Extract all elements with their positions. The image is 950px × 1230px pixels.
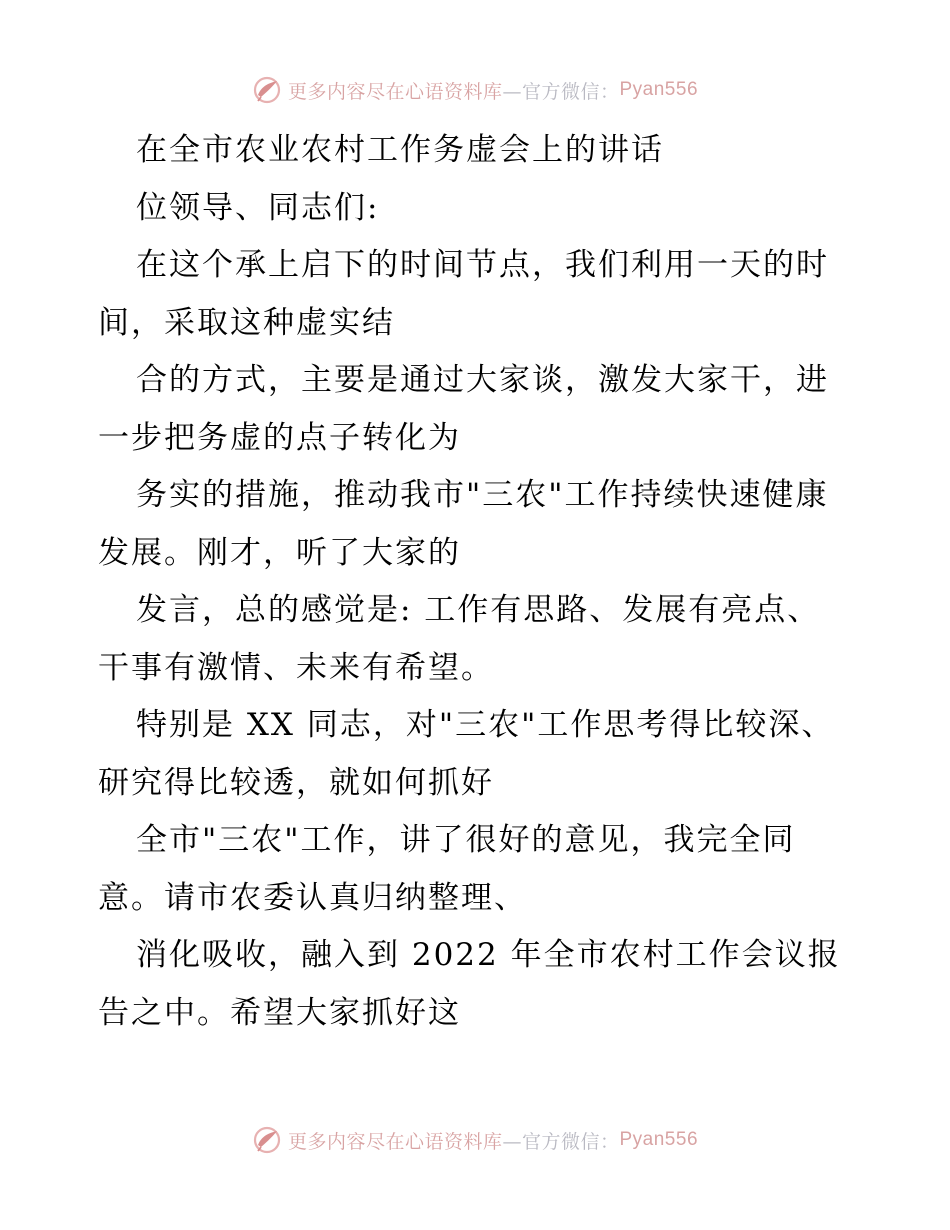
text-line: 发展。刚才，听了大家的	[98, 534, 461, 571]
text-line: 间，采取这种虚实结	[98, 304, 395, 341]
watermark-suffix-text: —官方微信：	[502, 80, 620, 103]
text-line: 全市"三农"工作，讲了很好的意见，我完全同	[136, 822, 796, 858]
pen-logo-icon	[252, 75, 282, 105]
watermark-account-id: Pyan556	[619, 1129, 699, 1150]
watermark-account-id: Pyan556	[619, 79, 699, 100]
text-line: 发言，总的感觉是: 工作有思路、发展有亮点、	[136, 592, 821, 628]
watermark-brand-text: 更多内容尽在心语资料库	[287, 80, 503, 103]
document-body	[98, 122, 858, 1042]
footer-watermark	[0, 1120, 950, 1160]
text-line: 位领导、同志们:	[136, 189, 380, 226]
text-line: 在这个承上启下的时间节点，我们利用一天的时	[136, 247, 829, 283]
text-line: 特别是 XX 同志，对"三农"工作思考得比较深、	[136, 707, 835, 743]
text-line: 研究得比较透，就如何抓好	[98, 764, 494, 801]
text-line: 告之中。希望大家抓好这	[98, 994, 461, 1031]
text-line: 消化吸收，融入到 2022 年全市农村工作会议报	[136, 937, 841, 973]
watermark-brand-text: 更多内容尽在心语资料库	[287, 1130, 503, 1153]
header-watermark	[0, 70, 950, 110]
watermark-suffix-text: —官方微信：	[502, 1130, 620, 1153]
pen-logo-icon	[252, 1125, 282, 1155]
text-line: 意。请市农委认真归纳整理、	[98, 879, 527, 916]
text-line: 一步把务虚的点子转化为	[98, 419, 461, 456]
document-title: 在全市农业农村工作务虚会上的讲话	[136, 132, 664, 168]
text-line: 干事有激情、未来有希望。	[98, 649, 494, 686]
text-line: 务实的措施，推动我市"三农"工作持续快速健康	[136, 477, 829, 513]
text-line: 合的方式，主要是通过大家谈，激发大家干，进	[136, 362, 829, 398]
